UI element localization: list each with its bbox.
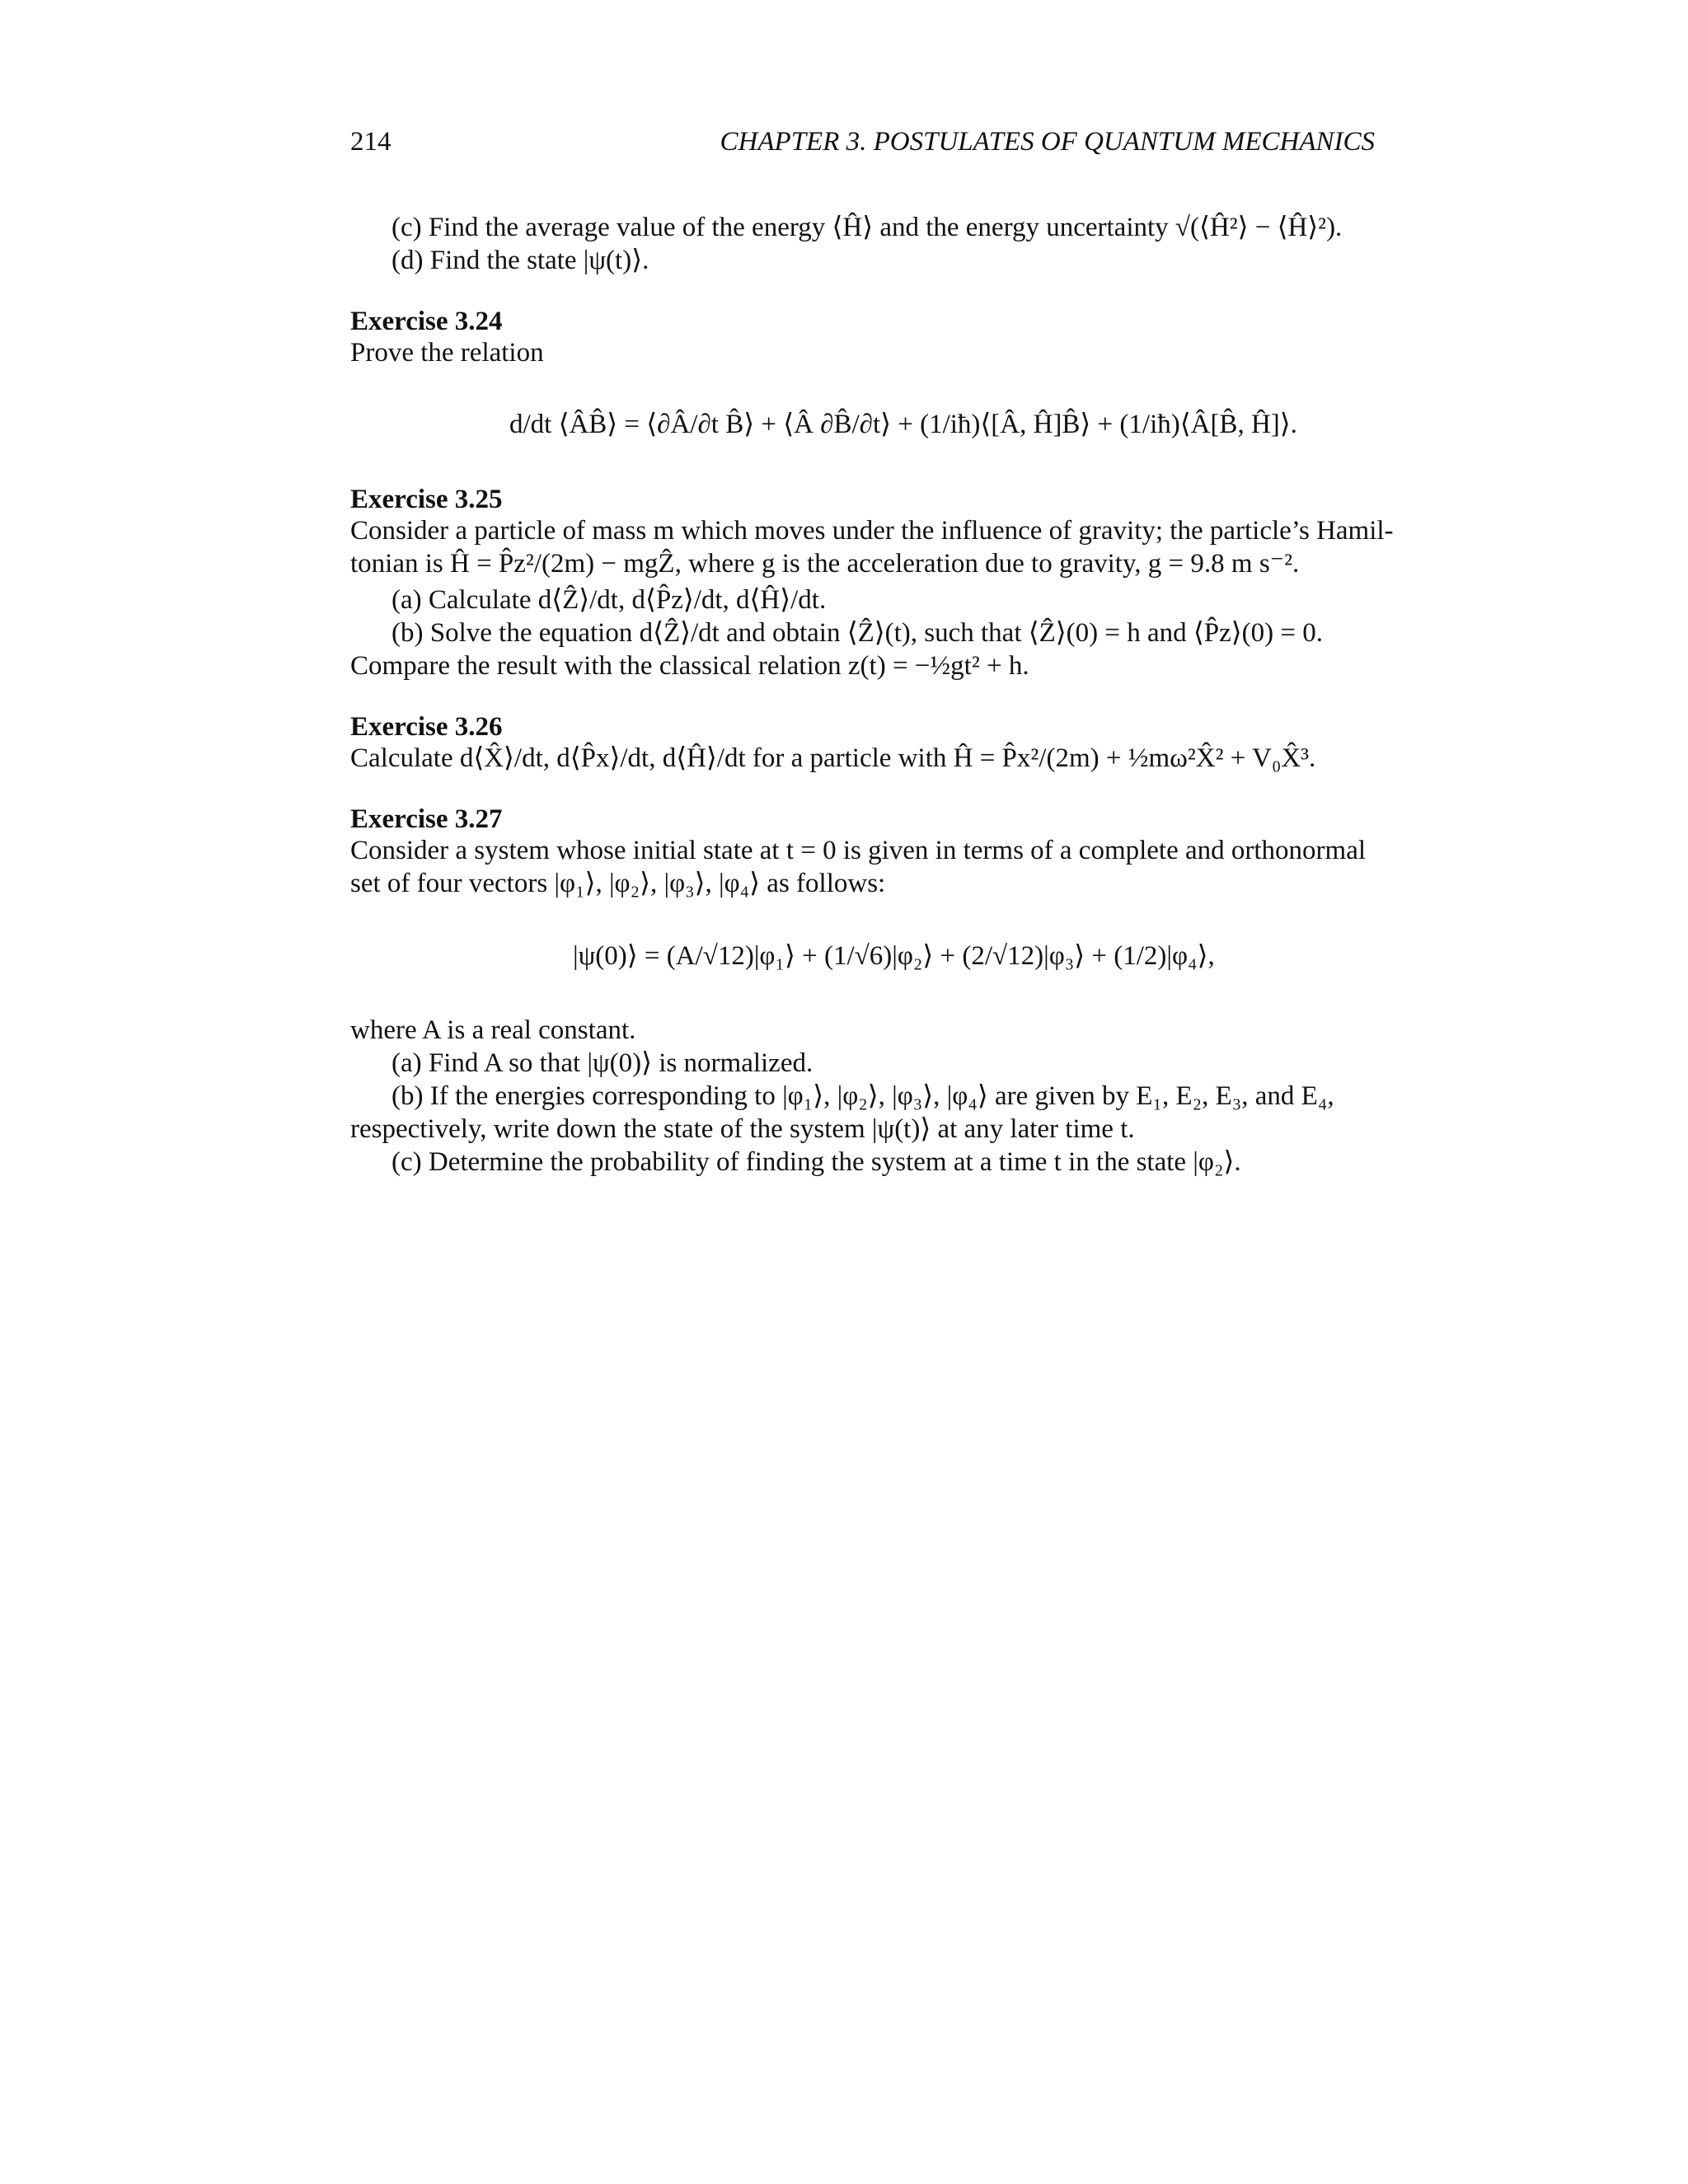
exercise-3-27-title: Exercise 3.27 (350, 804, 503, 834)
exercise-3-27-equation: |ψ(0)⟩ = (A/√12)|φ₁⟩ + (1/√6)|φ₂⟩ + (2/√12)|φ₃⟩ + (1/2)|φ₄⟩, (573, 941, 1215, 971)
exercise-3-25-part-b: (b) Solve the equation d⟨Ẑ⟩/dt and obtain ⟨Ẑ⟩(t), such that ⟨Ẑ⟩(0) = h and ⟨P̂z⟩(0) = 0. (392, 618, 1323, 648)
exercise-3-25-line2: tonian is Ĥ = P̂z²/(2m) − mgẐ, where g is the acceleration due to gravity, g = 9.8 m s⁻². (350, 549, 1300, 579)
intro-part-c: (c) Find the average value of the energy ⟨Ĥ⟩ and the energy uncertainty √(⟨Ĥ²⟩ − ⟨Ĥ⟩²). (392, 213, 1343, 242)
exercise-3-24-equation: d/dt ⟨ÂB̂⟩ = ⟨∂Â/∂t B̂⟩ + ⟨Â ∂B̂/∂t⟩ + (1/iħ)⟨[Â, Ĥ]B̂⟩ + (1/iħ)⟨Â[B̂, Ĥ]⟩. (509, 410, 1297, 439)
exercise-3-27-part-a: (a) Find A so that |ψ(0)⟩ is normalized. (392, 1048, 814, 1078)
intro-part-d: (d) Find the state |ψ(t)⟩. (392, 246, 649, 275)
exercise-3-26-text: Calculate d⟨X̂⟩/dt, d⟨P̂x⟩/dt, d⟨Ĥ⟩/dt for a particle with Ĥ = P̂x²/(2m) + ½mω²X̂² + V₀X̂³. (350, 743, 1316, 773)
exercise-3-24-title: Exercise 3.24 (350, 307, 503, 336)
exercise-3-27-where: where A is a real constant. (350, 1015, 636, 1045)
exercise-3-27-part-b2: respectively, write down the state of the system |ψ(t)⟩ at any later time t. (350, 1114, 1135, 1144)
exercise-3-27-part-c: (c) Determine the probability of finding the system at a time t in the state |φ₂⟩. (392, 1147, 1241, 1177)
exercise-3-25-title: Exercise 3.25 (350, 485, 503, 514)
exercise-3-26-title: Exercise 3.26 (350, 712, 503, 742)
exercise-3-27-line1: Consider a system whose initial state at t = 0 is given in terms of a complete and orthonormal (350, 836, 1367, 865)
running-head: CHAPTER 3. POSTULATES OF QUANTUM MECHANICS (720, 127, 1375, 157)
exercise-3-25-line1: Consider a particle of mass m which moves under the influence of gravity; the particle’s Hamil- (350, 516, 1394, 546)
page-number: 214 (350, 127, 392, 157)
exercise-3-25-compare: Compare the result with the classical relation z(t) = −½gt² + h. (350, 651, 1029, 681)
exercise-3-25-part-a: (a) Calculate d⟨Ẑ⟩/dt, d⟨P̂z⟩/dt, d⟨Ĥ⟩/dt. (392, 585, 827, 615)
exercise-3-27-part-b1: (b) If the energies corresponding to |φ₁⟩, |φ₂⟩, |φ₃⟩, |φ₄⟩ are given by E₁, E₂, E₃, and E₄, (392, 1081, 1334, 1111)
exercise-3-27-line2: set of four vectors |φ₁⟩, |φ₂⟩, |φ₃⟩, |φ₄⟩ as follows: (350, 869, 886, 898)
exercise-3-24-text: Prove the relation (350, 338, 544, 368)
